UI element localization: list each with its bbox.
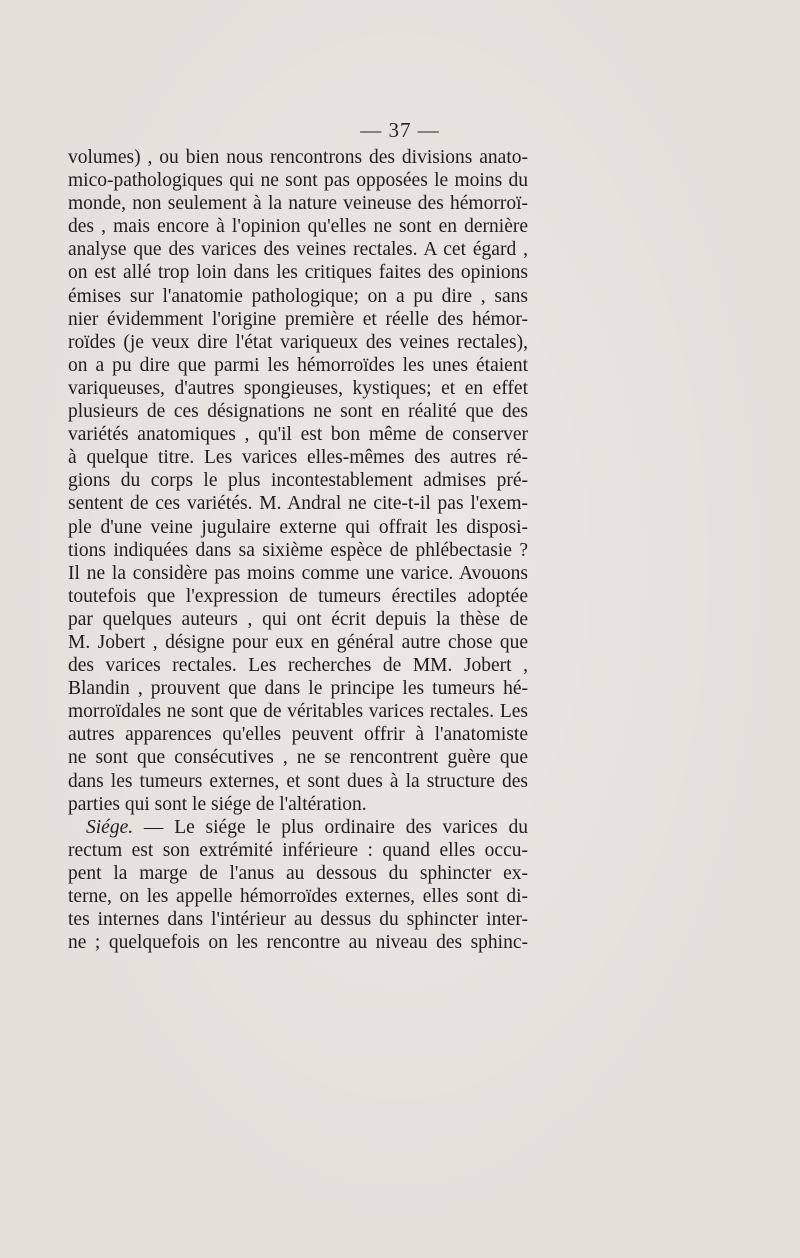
text-line: variétés anatomiques , qu'il est bon même de conserver [68, 424, 528, 446]
text-line: volumes) , ou bien nous rencontrons des divisions anato- [68, 147, 528, 168]
text-line: morroïdales ne sont que de véritables varices rectales. Les [68, 701, 528, 723]
siege-heading: Siége. [86, 816, 134, 838]
siege-first-line-text: — Le siége le plus ordinaire des varices du [143, 816, 529, 838]
text-line: des , mais encore à l'opinion qu'elles ne sont en dernière [68, 216, 528, 238]
text-line: ne ; quelquefois on les rencontre au niveau des sphinc- [68, 932, 528, 954]
text-line: émises sur l'anatomie pathologique; on a pu dire , sans [68, 285, 528, 307]
text-line: pent la marge de l'anus au dessous du sphincter ex- [68, 862, 528, 884]
text-line: on a pu dire que parmi les hémorroïdes les unes étaient [68, 354, 528, 376]
text-line: nier évidemment l'origine première et réelle des hémor- [68, 308, 528, 330]
text-line: dans les tumeurs externes, et sont dues à la structure des [68, 770, 528, 792]
text-line: variqueuses, d'autres spongieuses, kystiques; et en effet [68, 377, 528, 399]
body-text [68, 146, 528, 954]
text-line: des varices rectales. Les recherches de MM. Jobert , [68, 655, 528, 677]
siege-paragraph-first-line [68, 816, 528, 839]
text-line: M. Jobert , désigne pour eux en général autre chose que [68, 631, 528, 653]
text-line: à quelque titre. Les varices elles-mêmes des autres ré- [68, 447, 528, 469]
text-line: Il ne la considère pas moins comme une varice. Avouons [68, 562, 528, 584]
text-line: ple d'une veine jugulaire externe qui offrait les disposi- [68, 516, 528, 538]
page-number: — 37 — [360, 118, 440, 142]
text-line: mico-pathologiques qui ne sont pas opposées le moins du [68, 170, 528, 192]
text-line: rectum est son extrémité inférieure : quand elles occu- [68, 839, 528, 861]
text-line: monde, non seulement à la nature veineuse des hémorroï- [68, 193, 528, 215]
text-line: tions indiquées dans sa sixième espèce de phlébectasie ? [68, 539, 528, 561]
text-line: gions du corps le plus incontestablement admises pré- [68, 470, 528, 492]
text-line: parties qui sont le siége de l'altération. [68, 793, 367, 815]
text-line: ne sont que consécutives , ne se rencontrent guère que [68, 747, 528, 769]
text-line: terne, on les appelle hémorroïdes externes, elles sont di- [68, 886, 528, 907]
text-line: par quelques auteurs , qui ont écrit depuis la thèse de [68, 608, 528, 630]
text-line: analyse que des varices des veines rectales. A cet égard , [68, 239, 528, 261]
text-line: plusieurs de ces désignations ne sont en réalité que des [68, 401, 528, 423]
text-line: tes internes dans l'intérieur au dessus du sphincter inter- [68, 909, 528, 931]
text-line: roïdes (je veux dire l'état variqueux des veines rectales), [68, 331, 528, 353]
text-line: toutefois que l'expression de tumeurs érectiles adoptée [68, 585, 528, 607]
text-line: on est allé trop loin dans les critiques faites des opinions [68, 262, 528, 284]
text-line: sentent de ces variétés. M. Andral ne cite-t-il pas l'exem- [68, 493, 528, 515]
text-line: autres apparences qu'elles peuvent offrir à l'anatomiste [68, 724, 528, 746]
text-line: Blandin , prouvent que dans le principe les tumeurs hé- [68, 678, 528, 700]
